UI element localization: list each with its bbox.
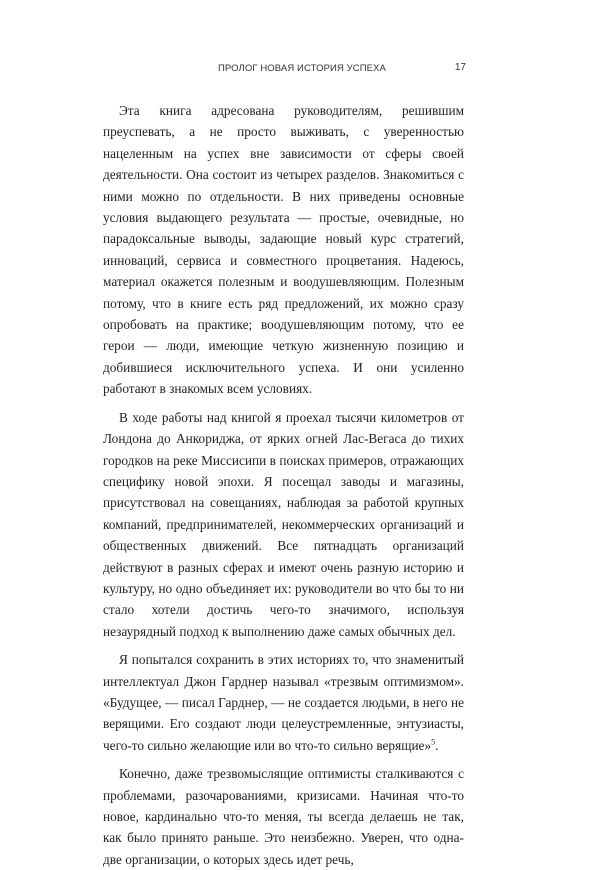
paragraph-1-text: Эта книга адресована руководителям, решившим преуспевать, а не просто выживать, с уверенностью нацеленным на успех вне зависимости от сферы своей деятельности. Она состоит из четырех разделов. Знакомиться с ними можно по отдельности. В них приведены основные условия выдающего результата — простые, очевидные, но парадоксальные выводы, задающие новый курс стратегий, инноваций, сервиса и совместного процветания. Надеюсь, материал окажется полезным и воодушевляющим. Полезным потому, что в книге есть ряд предложений, их можно сразу опробовать на практике; воодушевляющим потому, что ее герои — люди, имеющие четкую жизненную позицию и добившиеся исключительного успеха. И они усиленно работают в знакомых всем условиях. <box>103 103 464 397</box>
paragraph-4 <box>103 763 464 870</box>
paragraph-3-end: . <box>435 737 439 753</box>
paragraph-3 <box>103 649 464 756</box>
body-text <box>103 100 464 870</box>
paragraph-1 <box>103 100 464 400</box>
paragraph-3-text: Я попытался сохранить в этих историях то, что знаменитый интеллектуал Джон Гарднер называл «трезвым оптимизмом». «Будущее, — писал Гарднер, — не создается людьми, в него не верящими. Его создают люди целеустремленные, энтузиасты, чего-то сильно желающие или во что-то сильно верящие» <box>103 652 464 753</box>
paragraph-2-text: В ходе работы над книгой я проехал тысячи километров от Лондона до Анкориджа, от ярких огней Лас-Вегаса до тихих городков на реке Миссисипи в поисках примеров, отражающих специфику новой эпохи. Я посещал заводы и магазины, присутствовал на совещаниях, наблюдая за работой крупных компаний, предпринимателей, некоммерческих организаций и общественных движений. Все пятнадцать организаций действуют в разных сферах и имеют очень разную историю и культуру, но одно объединяет их: руководители во что бы то ни стало хотели достичь чего-то значимого, используя незаурядный подход к выполнению даже самых обычных дел. <box>103 409 464 639</box>
running-head: ПРОЛОГ НОВАЯ ИСТОРИЯ УСПЕХА <box>218 63 386 74</box>
paragraph-4-text: Конечно, даже трезвомыслящие оптимисты сталкиваются с проблемами, разочарованиями, кризисами. Начиная что-то новое, кардинально что-то меняя, ты всегда делаешь не так, как было принято раньше. Это неизбежно. Уверен, что одна-две организации, о которых здесь идет речь, <box>103 766 464 867</box>
paragraph-2 <box>103 407 464 642</box>
footnote-marker: 5 <box>431 737 436 747</box>
page-number: 17 <box>454 62 466 73</box>
